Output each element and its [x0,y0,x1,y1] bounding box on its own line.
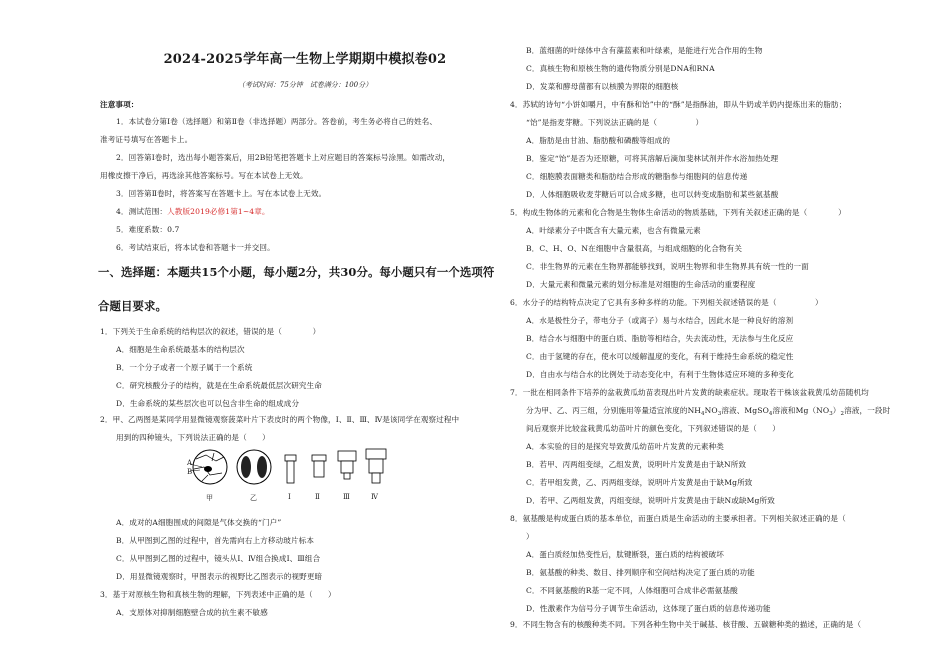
q8-option-d: D．性激素作为信号分子调节生命活动，这体现了蛋白质的信息传递功能 [526,604,771,613]
q2-option-d: D．用显微镜观察时，甲图表示的视野比乙图表示的视野更暗 [116,572,323,581]
q3-option-a: A．支原体对抑制细胞壁合成的抗生素不敏感 [116,608,268,617]
q7-stem-2b: NO [704,406,718,415]
q2-stem-2: 用到的四种镜头，下列说法正确的是（ ） [116,433,270,442]
lens-1-rim [285,455,296,461]
q7-option-c: C．若甲组发黄，乙、丙两组变绿，说明叶片发黄是由于缺Mg所致 [526,478,753,487]
lens-3-body [341,461,353,473]
q6-option-c: C．由于氢键的存在，使水可以缓解温度的变化，有利于维持生命系统的稳定性 [526,352,794,361]
q8-stem-1: 8．氨基酸是构成蛋白质的基本单位，而蛋白质是生命活动的主要承担者。下列相关叙述正确的是（ [510,514,846,523]
microscope-diagram [188,447,418,509]
label-lens-2: Ⅱ [315,493,320,501]
q7-stem-2f: 溶液，一段时 [844,406,891,415]
q4-option-b: B．鉴定“饴”是否为还原糖，可将其溶解后滴加斐林试剂并作水浴加热处理 [526,154,779,163]
q5-option-d: D．大量元素和微量元素的划分标准是对细胞的生命活动的重要程度 [526,280,756,289]
q6-option-b: B．结合水与细胞中的蛋白质、脂肪等相结合，失去流动性，无法参与生化反应 [526,334,794,343]
view-yi-guard-cell-right [257,456,267,478]
q3-stem: 3．基于对原核生物和真核生物的理解，下列表述中正确的是（ ） [100,590,336,599]
q6-option-d: D．自由水与结合水的比例处于动态变化中，有利于生物体适应环境的多种变化 [526,370,794,379]
lens-4-tip [372,473,380,483]
q5-option-b: B．C、H、O、N在细胞中含量很高，与组成细胞的化合物有关 [526,244,743,253]
lens-4-top [366,449,386,459]
lens-4-body [369,459,383,473]
note-3: 3．回答第Ⅱ卷时，将答案写在答题卡上。写在本试卷上无效。 [116,189,327,198]
q2-option-c: C．从甲图到乙图的过程中，镜头从Ⅰ、Ⅳ组合换成Ⅰ、Ⅲ组合 [116,554,321,563]
q2-option-a: A．成对的A细胞围成的间隙是气体交换的“门户” [116,518,282,527]
q8-stem-2: ） [526,532,534,541]
section-1-heading-line1: 一、选择题：本题共15个小题，每小题2分，共30分。每小题只有一个选项符 [98,265,495,279]
q7-option-d: D．若甲、乙两组发黄，丙组变绿，说明叶片发黄是由于缺N或缺Mg所致 [526,496,775,505]
label-jia: 甲 [206,494,213,502]
q1-option-a: A．细胞是生命系统最基本的结构层次 [116,345,245,354]
note-2b: 用橡皮擦干净后，再选涂其他答案标号。写在本试卷上无效。 [100,171,308,180]
q2-option-b: B．从甲图到乙图的过程中，首先需向右上方移动玻片标本 [116,536,315,545]
q8-option-c: C．不同氨基酸的R基一定不同，人体细胞可合成非必需氨基酸 [526,586,738,595]
note-5: 5．难度系数：0.7 [116,225,180,234]
q7-sub-2: 2 [840,411,845,417]
q8-option-b: B．氨基酸的种类、数目、排列顺序和空间结构决定了蛋白质的功能 [526,568,755,577]
q7-stem-1: 7．一批在相同条件下培养的盆栽黄瓜幼苗表现出叶片发黄的缺素症状。现取若干株该盆栽黄瓜幼苗随机均 [510,388,869,397]
q5-stem: 5．构成生物体的元素和化合物是生物体生命活动的物质基础，下列有关叙述正确的是（ ） [510,208,846,217]
note-2a: 2．回答第Ⅰ卷时，选出每小题答案后，用2B铅笔把答题卡上对应题目的答案标号涂黑。如需改动， [116,153,451,162]
note-6: 6．考试结束后，将本试卷和答题卡一并交回。 [116,243,275,252]
q4-option-c: C．细胞膜表面糖类和脂肪结合形成的糖脂参与细胞间的信息传递 [526,172,748,181]
q1-option-c: C．研究核酸分子的结构，就是在生命系统最低层次研究生命 [116,381,322,390]
test-range: 人教版2019必修1第1~4章。 [167,207,270,216]
q5-option-a: A．叶绿素分子中既含有大量元素，也含有微量元素 [526,226,701,235]
label-b: B [187,468,193,476]
q7-stem-2c: 溶液、MgSO [721,406,769,415]
label-a: A [187,459,193,467]
view-jia-stoma [204,466,212,472]
q7-stem-2e: ） [832,406,841,415]
note-4-prefix: 4．测试范围： [116,207,168,216]
q7-sub-nh4: 4 [701,411,705,417]
lens-2-rim [312,455,326,461]
q2-microscope-figure [188,447,528,527]
q3-option-b: B．蓝细菌的叶绿体中含有藻蓝素和叶绿素，是能进行光合作用的生物 [526,46,763,55]
lens-3-top [338,451,356,461]
notes-heading: 注意事项： [100,100,139,109]
q4-option-d: D．人体细胞吸收麦芽糖后可以合成多糖，也可以转变成脂肪和某些氨基酸 [526,190,779,199]
label-lens-4: Ⅳ [371,493,378,501]
q6-option-a: A．水是极性分子，带电分子（或离子）易与水结合，因此水是一种良好的溶剂 [526,316,794,325]
q9-stem: 9．不同生物含有的核酸种类不同。下列各种生物中关于碱基、核苷酸、五碳糖种类的描述，正确的是（ [510,620,862,629]
note-1a: 1．本试卷分第Ⅰ卷（选择题）和第Ⅱ卷（非选择题）两部分。答卷前，考生务必将自己的姓名、 [116,117,438,126]
q4-stem-1: 4．苏轼的诗句“小饼如嚼月，中有酥和饴”中的“酥”是指酥油，即从牛奶或羊奶内提炼出来的脂肪； [510,100,847,109]
q3-option-d: D．发菜和酵母菌都有以核膜为界限的细胞核 [526,82,679,91]
lens-2-body [314,461,324,477]
q7-stem-2 [526,406,890,419]
q7-sub-no3: 3 [717,411,722,417]
q5-option-c: C．非生物界的元素在生物界都能够找到，说明生物界和非生物界具有统一性的一面 [526,262,809,271]
q7-option-a: A．本实验的目的是探究导致黄瓜幼苗叶片发黄的元素种类 [526,442,724,451]
view-yi-pore [252,459,256,475]
q7-sub-so4: 4 [768,411,773,417]
view-yi-guard-cell-left [241,456,251,478]
exam-subtitle: （考试时间：75分钟 试卷满分：100分） [237,81,373,89]
q7-sub-mgno3: 3 [829,411,833,417]
q3-option-c: C．真核生物和原核生物的遗传物质分别是DNA和RNA [526,64,715,73]
label-lens-1: Ⅰ [288,493,291,501]
lens-1-body [287,461,294,483]
q2-stem-1: 2．甲、乙两图是某同学用显微镜观察菠菜叶片下表皮时的两个物像，Ⅰ、Ⅱ、Ⅲ、Ⅳ是该同学在观察过程中 [100,415,460,424]
q4-stem-2: “饴”是指麦芽糖。下列说法正确的是（ ） [526,118,704,127]
q7-option-b: B．若甲、丙两组变绿，乙组发黄，说明叶片发黄是由于缺N所致 [526,460,747,469]
section-1-heading-line2: 合题目要求。 [98,299,167,313]
q8-option-a: A．蛋白质经加热变性后，肽键断裂，蛋白质的结构被破坏 [526,550,724,559]
label-lens-3: Ⅲ [343,493,350,501]
q1-option-d: D．生命系统的某些层次也可以包含非生命的组成成分 [116,399,300,408]
q7-stem-3: 间后观察并比较盆栽黄瓜幼苗叶片的颜色变化，下列叙述错误的是（ ） [526,424,780,433]
note-4 [116,207,270,217]
q6-stem: 6．水分子的结构特点决定了它具有多种多样的功能。下列相关叙述错误的是（ ） [510,298,823,307]
q4-option-a: A．脂肪是由甘油、脂肪酸和磷酸等组成的 [526,136,671,145]
lens-3-tip [344,473,350,479]
note-1b: 准考证号填写在答题卡上。 [100,135,193,144]
q1-stem: 1．下列关于生命系统的结构层次的叙述，错误的是（ ） [100,327,321,336]
exam-title: 2024-2025学年高一生物上学期期中模拟卷02 [163,52,447,67]
label-yi: 乙 [250,494,257,502]
q1-option-b: B．一个分子或者一个原子属于一个系统 [116,363,253,372]
q7-stem-2d: 溶液和Mg（NO [772,406,830,415]
q7-stem-2a: 分为甲、乙、丙三组，分别施用等量适宜浓度的NH [526,406,702,415]
